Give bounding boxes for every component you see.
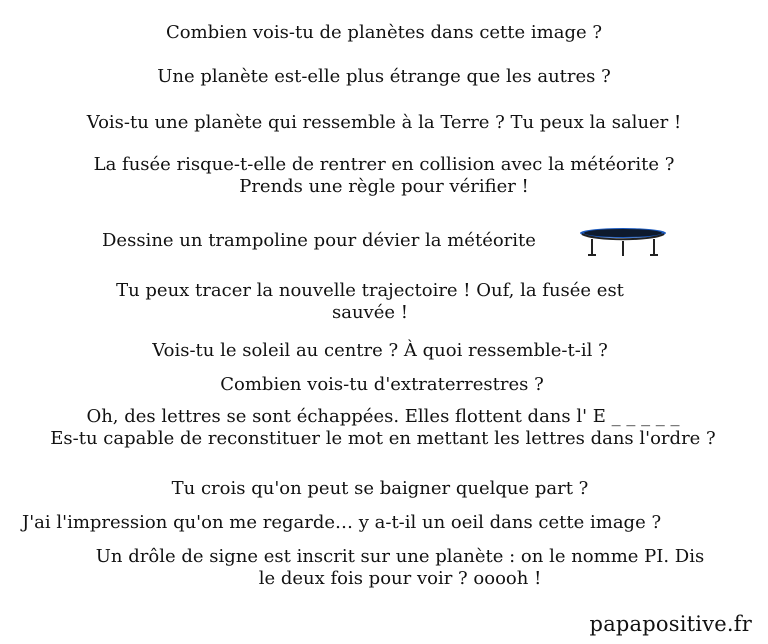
question-eye: J'ai l'impression qu'on me regarde… y a-t-il un oeil dans cette image ?: [22, 512, 662, 533]
question-planet-count: Combien vois-tu de planètes dans cette image ?: [165, 22, 603, 43]
question-strange-planet: Une planète est-elle plus étrange que les autres ?: [157, 66, 611, 87]
site-brand: papapositive.fr: [589, 612, 752, 636]
question-new-trajectory: Tu peux tracer la nouvelle trajectoire ! Ouf, la fusée est sauvée !: [116, 280, 624, 323]
question-sun-center: Vois-tu le soleil au centre ? À quoi ressemble-t-il ?: [152, 340, 608, 361]
question-rocket-collision: La fusée risque-t-elle de rentrer en collision avec la météorite ? Prends une règle pour vérifier !: [93, 154, 675, 197]
question-letters-puzzle: Oh, des lettres se sont échappées. Elles flottent dans l' E _ _ _ _ _ Es-tu capable de reconstituer le mot en mettant les lettres dans l'ordre ?: [50, 406, 716, 449]
question-alien-count: Combien vois-tu d'extraterrestres ?: [220, 374, 544, 395]
question-pi-sign: Un drôle de signe est inscrit sur une planète : on le nomme PI. Dis le deux fois pour voir ? ooooh !: [95, 546, 705, 589]
question-draw-trampoline: Dessine un trampoline pour dévier la météorite: [102, 230, 536, 251]
question-swim: Tu crois qu'on peut se baigner quelque part ?: [171, 478, 589, 499]
question-earth-like-planet: Vois-tu une planète qui ressemble à la Terre ? Tu peux la saluer !: [86, 112, 682, 133]
trampoline-icon: [576, 226, 670, 260]
